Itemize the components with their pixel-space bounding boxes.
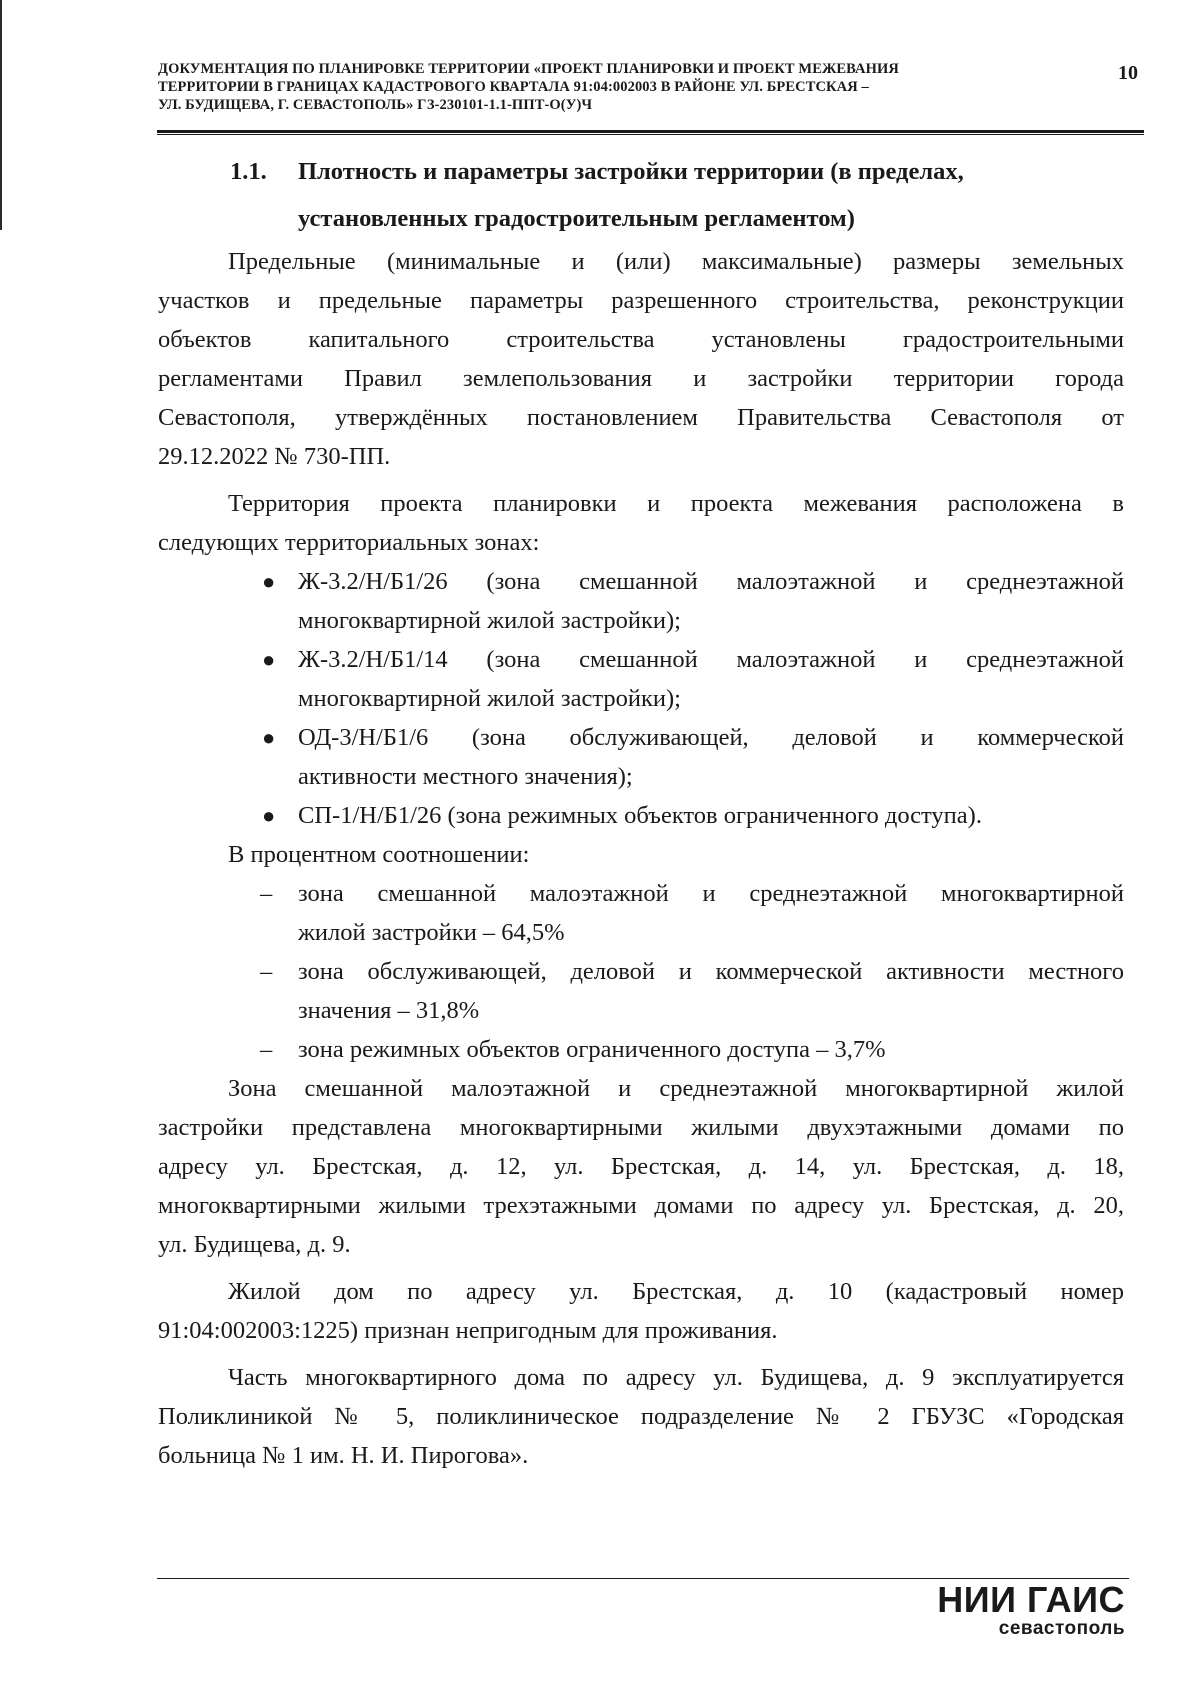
document-body <box>158 148 1124 1475</box>
paragraph-line: следующих территориальных зонах: <box>158 529 540 556</box>
list-item <box>262 796 1124 835</box>
dash-icon: – <box>260 1036 273 1063</box>
list-item <box>262 640 1124 718</box>
section-title-line: установленных градостроительным регламентом) <box>298 205 855 232</box>
list-item-line: Ж-3.2/Н/Б1/14 (зона смешанной малоэтажной и среднеэтажной <box>298 646 1124 673</box>
bullet-icon: ● <box>262 725 276 750</box>
organization-logo <box>937 1580 1125 1638</box>
list-item-line: жилой застройки – 64,5% <box>298 919 565 946</box>
paragraph-line: больница № 1 им. Н. И. Пирогова». <box>158 1442 529 1469</box>
page-number: 10 <box>1118 62 1138 84</box>
zones-list <box>158 562 1124 835</box>
paragraph-territory <box>158 484 1124 562</box>
header-line: УЛ. БУДИЩЕВА, Г. СЕВАСТОПОЛЬ» ГЗ-230101-1.1-ППТ-О(У)Ч <box>158 97 593 113</box>
bullet-icon: ● <box>262 647 276 672</box>
dash-icon: – <box>260 880 273 907</box>
paragraph-line: Севастополя, утверждённых постановлением Правительства Севастополя от <box>158 404 1124 431</box>
logo-title: НИИ ГАИС <box>937 1579 1125 1620</box>
section-heading <box>230 148 1124 242</box>
percent-title: В процентном соотношении: <box>228 841 530 868</box>
list-item-line: ОД-3/Н/Б1/6 (зона обслуживающей, деловой и коммерческой <box>298 724 1124 751</box>
paragraph-line: Жилой дом по адресу ул. Брестская, д. 10 (кадастровый номер <box>228 1278 1124 1305</box>
list-item <box>262 562 1124 640</box>
section-title-line: Плотность и параметры застройки территории (в пределах, <box>298 158 964 185</box>
list-item <box>260 874 1124 952</box>
list-item-line: СП-1/Н/Б1/26 (зона режимных объектов ограниченного доступа). <box>298 802 982 829</box>
paragraph-line: участков и предельные параметры разрешенного строительства, реконструкции <box>158 287 1124 314</box>
list-item-line: многоквартирной жилой застройки); <box>298 607 681 634</box>
list-item-line: Ж-3.2/Н/Б1/26 (зона смешанной малоэтажной и среднеэтажной <box>298 568 1124 595</box>
list-item <box>260 1030 1124 1069</box>
list-item <box>260 952 1124 1030</box>
paragraph-line: Территория проекта планировки и проекта межевания расположена в <box>228 490 1124 517</box>
paragraph-line: ул. Будищева, д. 9. <box>158 1231 351 1258</box>
paragraph-line: 91:04:002003:1225) признан непригодным для проживания. <box>158 1317 778 1344</box>
paragraph-line: Зона смешанной малоэтажной и среднеэтажной многоквартирной жилой <box>228 1075 1124 1102</box>
paragraph-residential-zone <box>158 1069 1124 1264</box>
paragraph-line: застройки представлена многоквартирными жилыми двухэтажными домами по <box>158 1114 1124 1141</box>
list-item-line: значения – 31,8% <box>298 997 480 1024</box>
dash-icon: – <box>260 958 273 985</box>
paragraph-line: Часть многоквартирного дома по адресу ул. Будищева, д. 9 эксплуатируется <box>228 1364 1124 1391</box>
section-number: 1.1. <box>230 158 267 185</box>
scan-edge-mark <box>0 0 2 230</box>
list-item-line: зона режимных объектов ограниченного доступа – 3,7% <box>298 1036 886 1063</box>
paragraph-unfit-house <box>158 1272 1124 1350</box>
paragraph-line: Предельные (минимальные и (или) максимальные) размеры земельных <box>228 248 1124 275</box>
logo-subtitle: севастополь <box>998 1618 1125 1639</box>
list-item-line: многоквартирной жилой застройки); <box>298 685 681 712</box>
paragraph-clinic <box>158 1358 1124 1475</box>
list-item-line: активности местного значения); <box>298 763 633 790</box>
header-divider <box>157 130 1144 133</box>
paragraph-line: Поликлиникой № 5, поликлиническое подразделение № 2 ГБУЗС «Городская <box>158 1403 1124 1430</box>
list-item-line: зона смешанной малоэтажной и среднеэтажной многоквартирной <box>298 880 1124 907</box>
document-header <box>158 60 1058 114</box>
list-item <box>262 718 1124 796</box>
header-line: ТЕРРИТОРИИ В ГРАНИЦАХ КАДАСТРОВОГО КВАРТАЛА 91:04:002003 В РАЙОНЕ УЛ. БРЕСТСКАЯ – <box>158 79 869 95</box>
paragraph-regulations <box>158 242 1124 476</box>
paragraph-line: регламентами Правил землепользования и застройки территории города <box>158 365 1124 392</box>
list-item-line: зона обслуживающей, деловой и коммерческой активности местного <box>298 958 1124 985</box>
paragraph-line: адресу ул. Брестская, д. 12, ул. Брестская, д. 14, ул. Брестская, д. 18, <box>158 1153 1124 1180</box>
paragraph-line: многоквартирными жилыми трехэтажными домами по адресу ул. Брестская, д. 20, <box>158 1192 1124 1219</box>
bullet-icon: ● <box>262 803 276 828</box>
paragraph-line: 29.12.2022 № 730-ПП. <box>158 443 391 470</box>
header-line: ДОКУМЕНТАЦИЯ ПО ПЛАНИРОВКЕ ТЕРРИТОРИИ «ПРОЕКТ ПЛАНИРОВКИ И ПРОЕКТ МЕЖЕВАНИЯ <box>158 61 899 77</box>
percent-list <box>158 874 1124 1069</box>
bullet-icon: ● <box>262 569 276 594</box>
section-title <box>298 148 964 242</box>
paragraph-line: объектов капитального строительства установлены градостроительными <box>158 326 1124 353</box>
header-divider-thin <box>157 134 1144 135</box>
